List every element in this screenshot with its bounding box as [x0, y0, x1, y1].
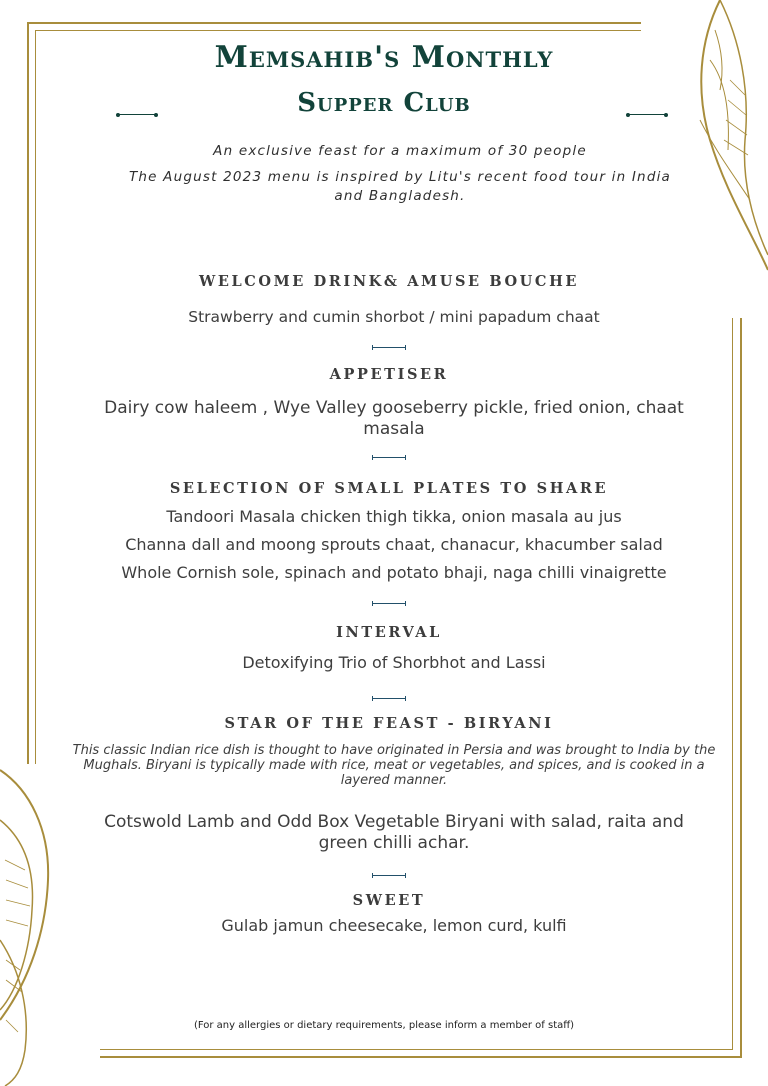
menu-item: Whole Cornish sole, spinach and potato bhaji, naga chilli vinaigrette [121, 563, 667, 582]
leaf-illustration-bottom-left [0, 760, 60, 1086]
section-divider [372, 698, 406, 699]
intro-line-1: An exclusive feast for a maximum of 30 people [213, 143, 587, 159]
menu-title: Memsahib's Monthly [214, 40, 554, 75]
section-divider [372, 603, 406, 604]
menu-subtitle: Supper Club [297, 88, 471, 118]
title-line-right [628, 114, 666, 115]
menu-item: Strawberry and cumin shorbot / mini papadum chaat [188, 308, 600, 326]
intro-line-2: The August 2023 menu is inspired by Litu's recent food tour in India and Bangladesh. [128, 169, 672, 204]
biryani-description: This classic Indian rice dish is thought to have originated in Persia and was brought to India by the Mughals. Biryani is typically made with rice, meat or vegetables, and spices, and is cooked in a layered manner. [72, 743, 716, 788]
section-heading-interval: INTERVAL [336, 624, 442, 641]
menu-item: Detoxifying Trio of Shorbhot and Lassi [242, 653, 546, 672]
menu-item: Tandoori Masala chicken thigh tikka, onion masala au jus [166, 507, 622, 526]
section-heading-sweet: SWEET [352, 892, 426, 909]
section-divider [372, 875, 406, 876]
section-heading-welcome: WELCOME DRINK& AMUSE BOUCHE [198, 273, 580, 290]
section-heading-appetiser: APPETISER [329, 366, 449, 383]
menu-item: Channa dall and moong sprouts chaat, chanacur, khacumber salad [125, 535, 663, 554]
section-divider [372, 347, 406, 348]
section-divider [372, 457, 406, 458]
allergy-footnote: (For any allergies or dietary requirements, please inform a member of staff) [193, 1020, 575, 1031]
menu-item: Dairy cow haleem , Wye Valley gooseberry pickle, fried onion, chaat masala [104, 398, 684, 439]
menu-item: Gulab jamun cheesecake, lemon curd, kulfi [221, 916, 567, 935]
section-heading-biryani: STAR OF THE FEAST - BIRYANI [224, 715, 554, 732]
section-heading-small-plates: SELECTION OF SMALL PLATES TO SHARE [169, 480, 609, 497]
menu-item: Cotswold Lamb and Odd Box Vegetable Biryani with salad, raita and green chilli achar. [104, 812, 684, 853]
